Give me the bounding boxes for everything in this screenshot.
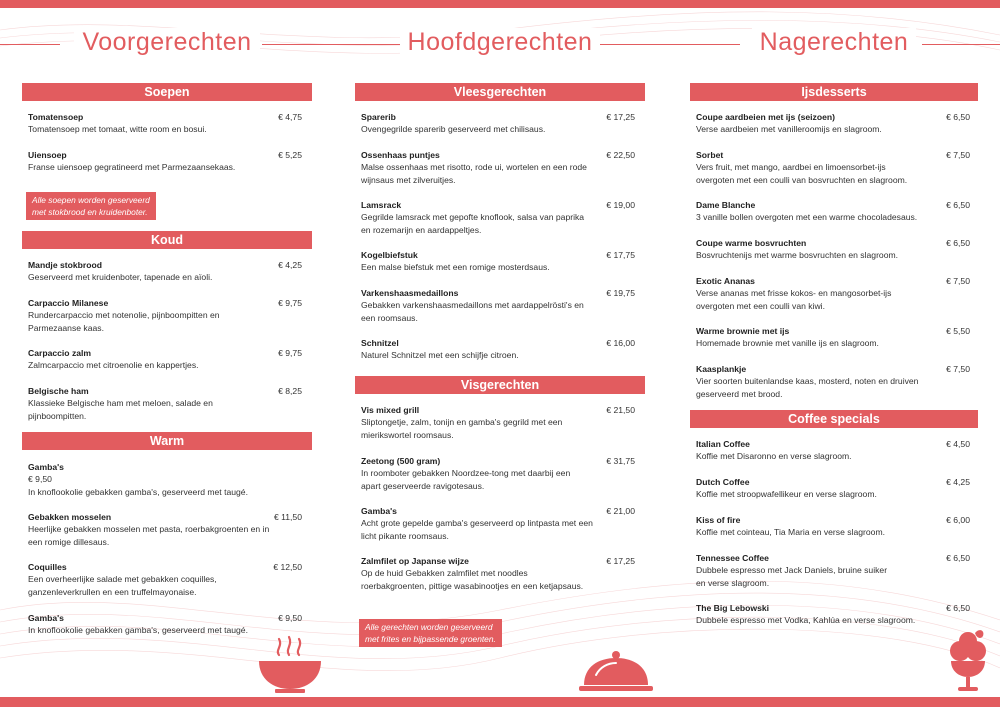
menu-item: Coupe aardbeien met ijs (seizoen) € 6,50 Verse aardbeien met vanilleroomijs en slagroom. — [696, 112, 970, 134]
column-title: Voorgerechten — [22, 28, 312, 57]
menu-item: Coupe warme bosvruchten € 6,50 Bosvruchtenijs met warme bosvruchten en slagroom. — [696, 238, 970, 260]
menu-item: Schnitzel € 16,00 Naturel Schnitzel met een schijfje citroen. — [361, 338, 635, 360]
soepen-note: Alle soepen worden geserveerd met stokbrood en kruidenboter. — [26, 192, 156, 220]
menu-item: Kaasplankje € 7,50 Vier soorten buitenlandse kaas, mosterd, noten en druiven geserveerd met brood. — [696, 364, 970, 399]
column-hoofdgerechten — [355, 0, 645, 707]
menu-item: Belgische ham € 8,25 Klassieke Belgische ham met meloen, salade en pijnboompitten. — [28, 386, 302, 421]
menu-item: Carpaccio zalm € 9,75 Zalmcarpaccio met citroenolie en kappertjes. — [28, 348, 302, 370]
menu-item: Mandje stokbrood € 4,25 Geserveerd met kruidenboter, tapenade en aïoli. — [28, 260, 302, 282]
menu-item: Exotic Ananas € 7,50 Verse ananas met frisse kokos- en mangosorbet-ijs overgoten met een coulli van kiwi. — [696, 276, 970, 311]
menu-item: Varkenshaasmedaillons € 19,75 Gebakken varkenshaasmedaillons met aardappelrösti's en een roomsaus. — [361, 288, 635, 323]
menu-item: Kiss of fire € 6,00 Koffie met cointeau, Tia Maria en verse slagroom. — [696, 515, 970, 537]
menu-item: Zalmfilet op Japanse wijze € 17,25 Op de huid Gebakken zalmfilet met noodles roerbakgroenten, pittige wasabinootjes en een ketjapsaus. — [361, 556, 635, 591]
section-header-vleesgerechten: Vleesgerechten — [355, 83, 645, 101]
menu-item: Gamba's € 21,00 Acht grote gepelde gamba's geserveerd op lintpasta met een licht pikante roomsaus. — [361, 506, 635, 541]
section-header-visgerechten: Visgerechten — [355, 376, 645, 394]
menu-item: Coquilles € 12,50 Een overheerlijke salade met gebakken coquilles, ganzenleverkrullen en een truffelmayonaise. — [28, 562, 302, 597]
menu-item: Zeetong (500 gram) € 31,75 In roomboter gebakken Noordzee-tong met daarbij een apart geserveerde ravigotesaus. — [361, 456, 635, 491]
column-title: Nagerechten — [690, 28, 978, 57]
visgerechten-note: Alle gerechten worden geserveerd met frites en bijpassende groenten. — [359, 619, 502, 647]
menu-item: Lamsrack € 19,00 Gegrilde lamsrack met gepofte knoflook, salsa van paprika en rozemarijn en aardappeltjes. — [361, 200, 635, 235]
menu-item: Uiensoep € 5,25 Franse uiensoep gegratineerd met Parmezaansekaas. — [28, 150, 302, 172]
menu-item: Italian Coffee € 4,50 Koffie met Disaronno en verse slagroom. — [696, 439, 970, 461]
section-header-soepen: Soepen — [22, 83, 312, 101]
menu-item: Sparerib € 17,25 Ovengegrilde sparerib geserveerd met chilisaus. — [361, 112, 635, 134]
menu-item: Sorbet € 7,50 Vers fruit, met mango, aardbei en limoensorbet-ijs overgoten met een coulli van bosvruchten en slagroom. — [696, 150, 970, 185]
column-voorgerechten — [22, 0, 312, 707]
ice-cream-icon — [945, 627, 991, 695]
section-header-koud: Koud — [22, 231, 312, 249]
menu-item: Vis mixed grill € 21,50 Sliptongetje, zalm, tonijn en gamba's gegrild met een mierikswortel roomsaus. — [361, 405, 635, 440]
menu-item: Warme brownie met ijs € 5,50 Homemade brownie met vanille ijs en slagroom. — [696, 326, 970, 348]
section-header-ijsdesserts: Ijsdesserts — [690, 83, 978, 101]
bottom-bar — [0, 697, 1000, 707]
menu-item: Carpaccio Milanese € 9,75 Rundercarpaccio met notenolie, pijnboompitten en Parmezaanse kaas. — [28, 298, 302, 333]
menu-item: Tennessee Coffee € 6,50 Dubbele espresso met Jack Daniels, bruine suiker en verse slagroom. — [696, 553, 970, 588]
menu-item: The Big Lebowski € 6,50 Dubbele espresso met Vodka, Kahlúa en verse slagroom. — [696, 603, 970, 625]
menu-item: Dame Blanche € 6,50 3 vanille bollen overgoten met een warme chocoladesaus. — [696, 200, 970, 222]
menu-item: Tomatensoep € 4,75 Tomatensoep met tomaat, witte room en bosui. — [28, 112, 302, 134]
section-header-coffee-specials: Coffee specials — [690, 410, 978, 428]
menu-item: Gamba's € 9,50 In knoflookolie gebakken gamba's, geserveerd met taugé. — [28, 462, 248, 497]
cloche-icon — [578, 649, 654, 695]
menu-item: Dutch Coffee € 4,25 Koffie met stroopwafellikeur en verse slagroom. — [696, 477, 970, 499]
menu-item: Kogelbiefstuk € 17,75 Een malse biefstuk met een romige mosterdsaus. — [361, 250, 635, 272]
section-header-warm: Warm — [22, 432, 312, 450]
menu-item: Ossenhaas puntjes € 22,50 Malse ossenhaas met risotto, rode ui, wortelen en een rode wijnsaus met zilveruitjes. — [361, 150, 635, 185]
soup-bowl-icon — [255, 633, 325, 695]
menu-item: Gamba's € 9,50 In knoflookolie gebakken gamba's, geserveerd met taugé. — [28, 613, 302, 635]
column-title: Hoofdgerechten — [355, 28, 645, 57]
column-nagerechten — [690, 0, 978, 707]
menu-item: Gebakken mosselen € 11,50 Heerlijke gebakken mosselen met pasta, roerbakgroenten en in een romige dillesaus. — [28, 512, 302, 547]
